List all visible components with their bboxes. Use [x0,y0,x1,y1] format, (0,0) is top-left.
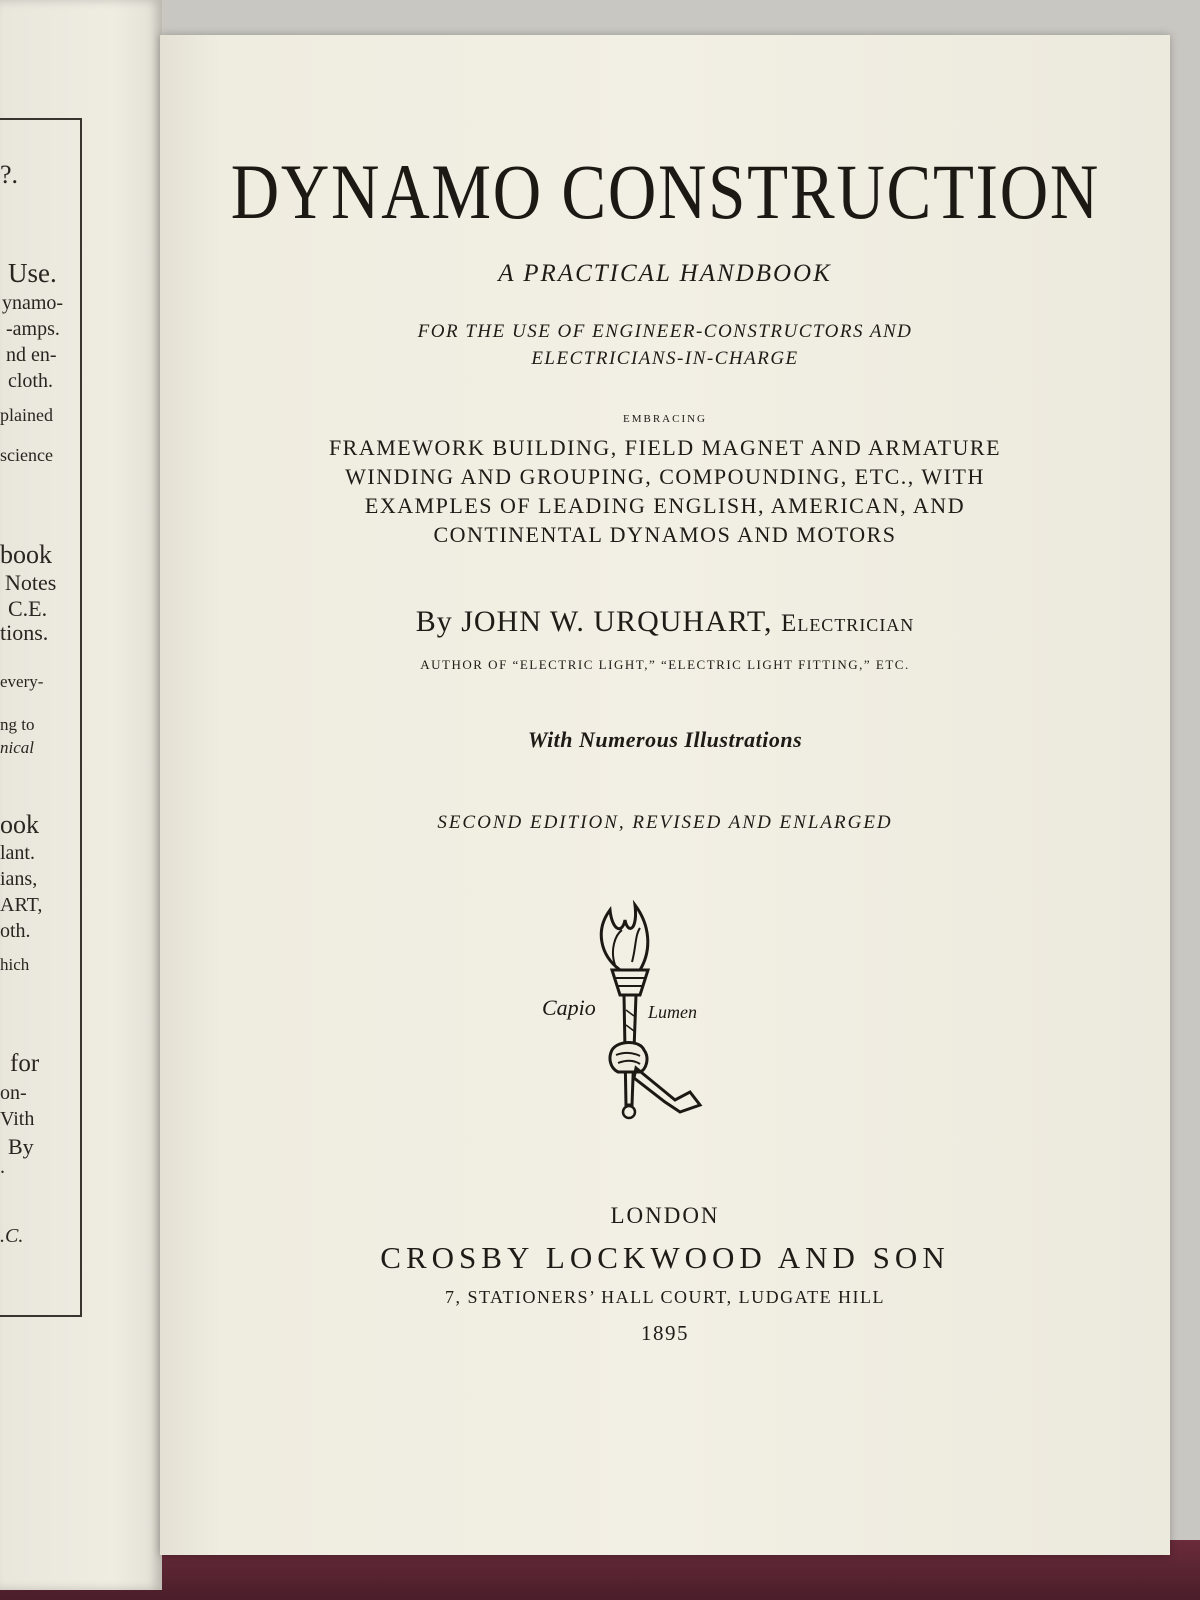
author-role: Electrician [781,610,915,637]
author-by: By [415,605,453,638]
left-fragment: plained [0,405,53,425]
illustrations-note: With Numerous Illustrations [527,727,803,752]
left-fragment: Vith [0,1108,35,1130]
left-fragment: .C. [0,1225,24,1247]
publisher-name: CROSBY LOCKWOOD AND SON [380,1240,950,1275]
left-fragment: ians, [0,868,38,890]
publication-year: 1895 [641,1321,689,1345]
contents-line-4: CONTINENTAL DYNAMOS AND MOTORS [433,522,897,547]
left-fragment: By [8,1134,34,1159]
left-fragment: lant. [0,842,35,864]
book-subtitle: A PRACTICAL HANDBOOK [498,260,832,287]
left-fragment: tions. [0,620,49,645]
left-fragment: ART, [0,894,43,916]
left-fragment: C.E. [8,596,48,621]
audience-line-2: ELECTRICIANS-IN-CHARGE [531,348,799,369]
left-fragment: hich [0,955,30,974]
left-fragment: on- [0,1082,27,1104]
book-title: DYNAMO CONSTRUCTION [230,148,1101,235]
publication-city: LONDON [610,1203,720,1228]
contents-line-1: FRAMEWORK BUILDING, FIELD MAGNET AND ARMATURE [328,435,1002,460]
left-fragment: nical [0,738,34,757]
author-name: JOHN W. URQUHART, [461,605,773,638]
audience-statement [160,318,1170,372]
device-motto-left: Capio [542,995,596,1020]
left-fragment: Use. [8,258,57,288]
left-fragment: ng to [0,715,35,734]
device-motto-right: Lumen [648,1002,697,1022]
left-fragment: ook [0,810,39,839]
left-fragment: science [0,445,53,465]
audience-line-1: FOR THE USE OF ENGINEER-CONSTRUCTORS AND [417,321,913,342]
author-line [160,605,1170,639]
contents-line-2: WINDING AND GROUPING, COMPOUNDING, ETC., WITH [345,464,985,489]
publisher-address: 7, STATIONERS’ HALL COURT, LUDGATE HILL [444,1287,886,1307]
left-fragment: ?. [0,160,19,189]
left-fragment: -amps. [6,318,60,340]
title-page [160,35,1170,1555]
left-facing-page [0,0,162,1590]
left-fragment: . [0,1156,5,1178]
left-fragment: ynamo- [2,292,64,314]
left-fragment: every- [0,672,44,691]
torch-printers-device-icon [540,900,730,1140]
contents-description [160,433,1170,549]
left-fragment: cloth. [8,370,53,392]
left-fragment: book [0,540,52,569]
contents-line-3: EXAMPLES OF LEADING ENGLISH, AMERICAN, AND [364,493,966,518]
left-fragment: Notes [5,570,57,595]
left-fragment: for [10,1050,40,1077]
author-previous-works: AUTHOR OF “ELECTRIC LIGHT,” “ELECTRIC LIGHT FITTING,” ETC. [420,657,910,672]
embracing-label: EMBRACING [622,413,707,425]
edition-statement: SECOND EDITION, REVISED AND ENLARGED [437,812,893,833]
left-fragment: nd en- [6,344,57,366]
left-fragment: oth. [0,920,31,942]
